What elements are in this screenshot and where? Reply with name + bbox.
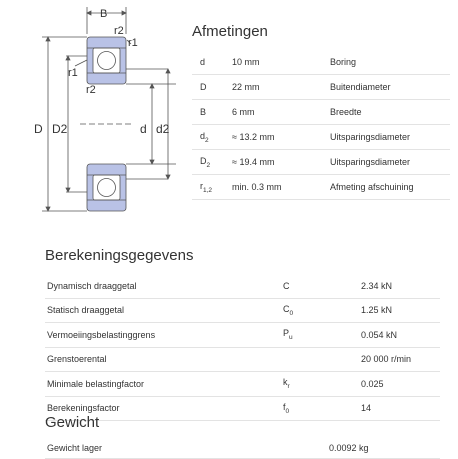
calculation-symbol (283, 372, 361, 397)
calculation-value: 0.025 (361, 372, 440, 397)
dimension-symbol (192, 175, 224, 200)
symbol: C (283, 280, 290, 291)
symbol-subscript: 2 (205, 136, 209, 144)
weight-row (45, 438, 440, 459)
label-d2-outer: D2 (52, 122, 68, 136)
symbol: D (200, 155, 207, 166)
calculation-name: Vermoeiingsbelastinggrens (45, 323, 283, 348)
symbol: d (200, 57, 206, 67)
calculation-symbol (283, 298, 361, 323)
label-d2-inner: d2 (156, 122, 170, 136)
label-r1-top: r1 (128, 37, 138, 49)
calculation-value: 1.25 kN (361, 298, 440, 323)
dimension-value: 22 mm (224, 75, 322, 100)
dimension-symbol (192, 75, 224, 100)
calculation-symbol (283, 347, 361, 372)
calculation-table (45, 274, 440, 421)
calculation-value: 0.054 kN (361, 323, 440, 348)
calculation-name: Berekeningsfactor (45, 396, 283, 421)
symbol-subscript: u (289, 334, 293, 342)
weight-title: Gewicht (45, 414, 100, 431)
label-b: B (100, 8, 108, 20)
table-row (192, 75, 450, 100)
table-row (45, 298, 440, 323)
calculation-value: 14 (361, 396, 440, 421)
symbol: k (283, 377, 288, 388)
table-row (45, 274, 440, 298)
table-row (45, 396, 440, 421)
dimension-value: 6 mm (224, 100, 322, 125)
label-d-inner: d (140, 122, 147, 136)
symbol-subscript: r (287, 383, 290, 391)
symbol: f (283, 401, 286, 412)
calculation-symbol (283, 396, 361, 421)
calculation-name: Statisch draaggetal (45, 298, 283, 323)
calculation-symbol (283, 323, 361, 348)
label-r1-left: r1 (68, 67, 78, 79)
dimension-description: Buitendiameter (322, 75, 450, 100)
bearing-drawing (30, 4, 190, 224)
table-row (192, 150, 450, 175)
table-row (45, 323, 440, 348)
calculation-value: 20 000 r/min (361, 347, 440, 372)
symbol-subscript: 2 (206, 161, 211, 169)
dimension-description: Uitsparingsdiameter (322, 150, 450, 175)
table-row (192, 50, 450, 75)
table-row (45, 372, 440, 397)
dimension-value: min. 0.3 mm (224, 175, 322, 200)
calculation-name: Dynamisch draaggetal (45, 274, 283, 298)
dimension-value: ≈ 13.2 mm (224, 125, 322, 150)
calculation-title: Berekeningsgegevens (45, 247, 194, 264)
table-row (45, 347, 440, 372)
symbol-subscript: 0 (289, 309, 294, 317)
weight-name: Gewicht lager (47, 443, 103, 453)
dimension-symbol (192, 150, 224, 175)
label-d-outer: D (34, 122, 43, 136)
table-row (192, 175, 450, 200)
label-r2-left: r2 (86, 84, 96, 96)
dimension-description: Uitsparingsdiameter (322, 125, 450, 150)
symbol: B (200, 107, 207, 117)
calculation-symbol (283, 274, 361, 298)
symbol: P (283, 328, 290, 339)
dimension-value: 10 mm (224, 50, 322, 75)
table-row (192, 100, 450, 125)
symbol: C (283, 303, 290, 314)
weight-value: 0.0092 kg (329, 443, 369, 453)
symbol: d (200, 130, 206, 141)
symbol: D (200, 82, 207, 92)
dimension-symbol (192, 125, 224, 150)
dimension-symbol (192, 50, 224, 75)
dimension-description: Breedte (322, 100, 450, 125)
dimension-description: Afmeting afschuining (322, 175, 450, 200)
calculation-name: Grenstoerental (45, 347, 283, 372)
calculation-value: 2.34 kN (361, 274, 440, 298)
dimensions-title: Afmetingen (192, 23, 268, 40)
dimensions-table (192, 50, 450, 200)
table-row (192, 125, 450, 150)
label-r2-top: r2 (114, 25, 124, 37)
dimension-symbol (192, 100, 224, 125)
symbol-subscript: 1,2 (203, 186, 213, 194)
symbol: r (200, 180, 203, 191)
dimension-description: Boring (322, 50, 450, 75)
symbol-subscript: 0 (285, 407, 290, 415)
calculation-name: Minimale belastingfactor (45, 372, 283, 397)
dimension-value: ≈ 19.4 mm (224, 150, 322, 175)
